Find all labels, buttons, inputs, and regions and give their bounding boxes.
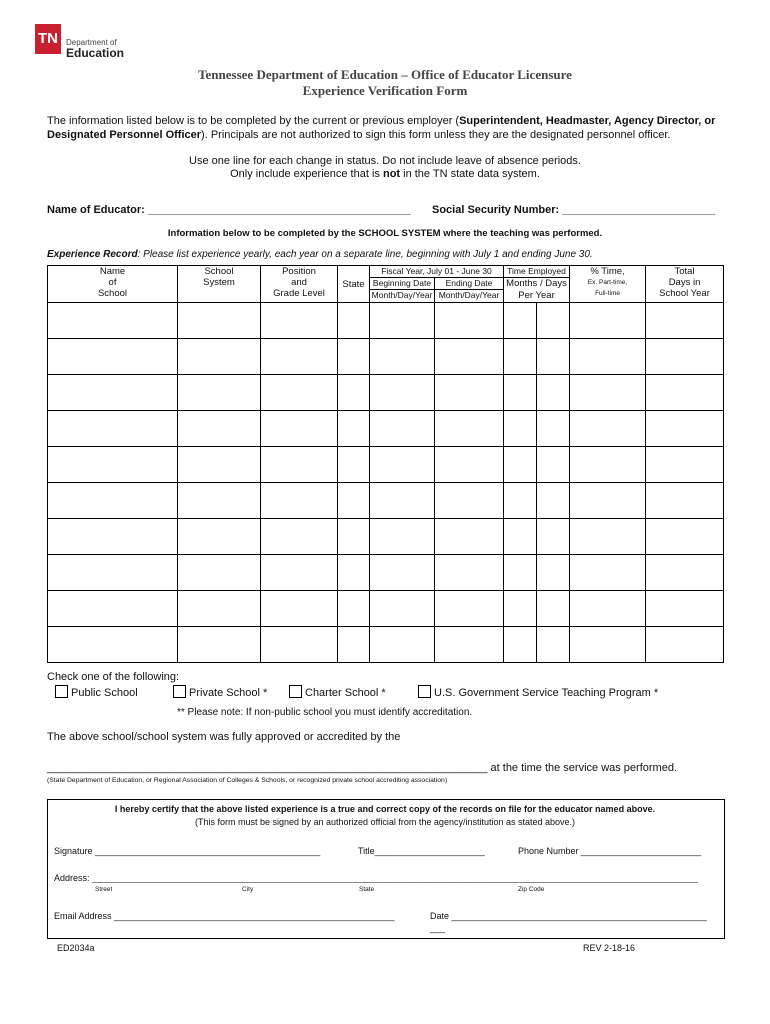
name-of-educator-field[interactable]: Name of Educator: ___________________________________________ — [47, 204, 411, 216]
col-per-year: Per Year — [504, 290, 570, 303]
check-private-school[interactable]: Private School * — [173, 685, 267, 700]
check-charter-school[interactable]: Charter School * — [289, 685, 386, 700]
checkbox[interactable] — [418, 685, 431, 698]
accrediting-body-field[interactable]: ________________________________________________________________________ at the time the service was performed. — [47, 762, 677, 774]
experience-record-label: Experience Record: Please list experience yearly, each year on a separate line, beginning with July 1 and ending June 30. — [47, 249, 593, 260]
col-position: Position and Grade Level — [261, 266, 338, 303]
table-row — [48, 447, 724, 483]
col-beginning-mdy: Month/Day/Year — [370, 290, 435, 303]
col-name-of-school: Name of School — [48, 266, 178, 303]
form-subtitle: Experience Verification Form — [302, 83, 468, 98]
date-field[interactable]: Date ___________________________________________________ — [430, 911, 707, 921]
certify-statement: I hereby certify that the above listed experience is a true and correct copy of the records on file for the educator named above. — [114, 804, 656, 814]
col-months-days: Months / Days — [504, 278, 570, 290]
date-field-overflow: ___ — [430, 923, 446, 933]
instruction-line-1: Use one line for each change in status. Do not include leave of absence periods. — [189, 155, 581, 167]
email-address-field[interactable]: Email Address ________________________________________________________ — [54, 911, 395, 921]
tn-logo: TN — [35, 24, 61, 54]
check-us-government[interactable]: U.S. Government Service Teaching Program * — [418, 685, 658, 700]
instruction-line-2: Only include experience that is not in the TN state data system. — [230, 168, 540, 180]
col-ending-date: Ending Date — [435, 278, 504, 290]
col-school-system: School System — [178, 266, 261, 303]
accreditation-note: ** Please note: If non-public school you must identify accreditation. — [177, 707, 473, 718]
address-state-label: State — [359, 886, 375, 893]
table-row — [48, 339, 724, 375]
col-beginning-date: Beginning Date — [370, 278, 435, 290]
col-ending-mdy: Month/Day/Year — [435, 290, 504, 303]
experience-table — [47, 265, 724, 663]
ssn-field[interactable]: Social Security Number: _________________________ — [432, 204, 716, 216]
table-row — [48, 555, 724, 591]
table-row — [48, 411, 724, 447]
checkbox[interactable] — [289, 685, 302, 698]
col-total-days: Total Days in School Year — [646, 266, 724, 303]
logo-education-text: Education — [66, 46, 125, 60]
address-field[interactable]: Address: _________________________________________________________________________________________________________________________ — [54, 873, 698, 883]
table-row — [48, 519, 724, 555]
must-sign-note: (This form must be signed by an authorized official from the agency/institution as stated above.) — [194, 817, 576, 827]
approved-text: The above school/school system was fully approved or accredited by the — [47, 731, 401, 743]
checkbox[interactable] — [55, 685, 68, 698]
table-row — [48, 627, 724, 663]
revision-date: REV 2-18-16 — [583, 943, 636, 953]
col-fiscal-year: Fiscal Year, July 01 - June 30 — [370, 266, 504, 278]
table-row — [48, 375, 724, 411]
form-code: ED2034a — [57, 943, 95, 953]
logo-department-text: Department of — [66, 38, 117, 47]
address-zip-label: Zip Code — [518, 886, 545, 893]
table-row — [48, 483, 724, 519]
school-system-note: Information below to be completed by the SCHOOL SYSTEM where the teaching was performed. — [167, 228, 603, 239]
phone-number-field[interactable]: Phone Number ________________________ — [518, 846, 702, 856]
table-row — [48, 303, 724, 339]
col-state: State — [338, 266, 370, 303]
signature-field[interactable]: Signature _____________________________________________ — [54, 846, 321, 856]
form-title: Tennessee Department of Education – Office of Educator Licensure — [198, 67, 572, 82]
state-dept-note: (State Department of Education, or Regional Association of Colleges & Schools, or recognized private school accrediting association) — [47, 777, 448, 784]
check-one-label: Check one of the following: — [47, 671, 180, 683]
col-percent-time: % Time, Ex. Part-time, Full-time — [570, 266, 646, 303]
address-city-label: City — [242, 886, 254, 893]
intro-paragraph: The information listed below is to be completed by the current or previous employer (Superintendent, Headmaster, Agency Director, or Designated Personnel Officer). Principals are not authorized to sign this form unless they are the designated personnel officer. — [47, 115, 716, 141]
check-public-school[interactable]: Public School — [55, 685, 138, 700]
table-row — [48, 591, 724, 627]
checkbox[interactable] — [173, 685, 186, 698]
title-field[interactable]: Title______________________ — [358, 846, 485, 856]
address-street-label: Street — [95, 886, 113, 893]
col-time-employed: Time Employed — [504, 266, 570, 278]
